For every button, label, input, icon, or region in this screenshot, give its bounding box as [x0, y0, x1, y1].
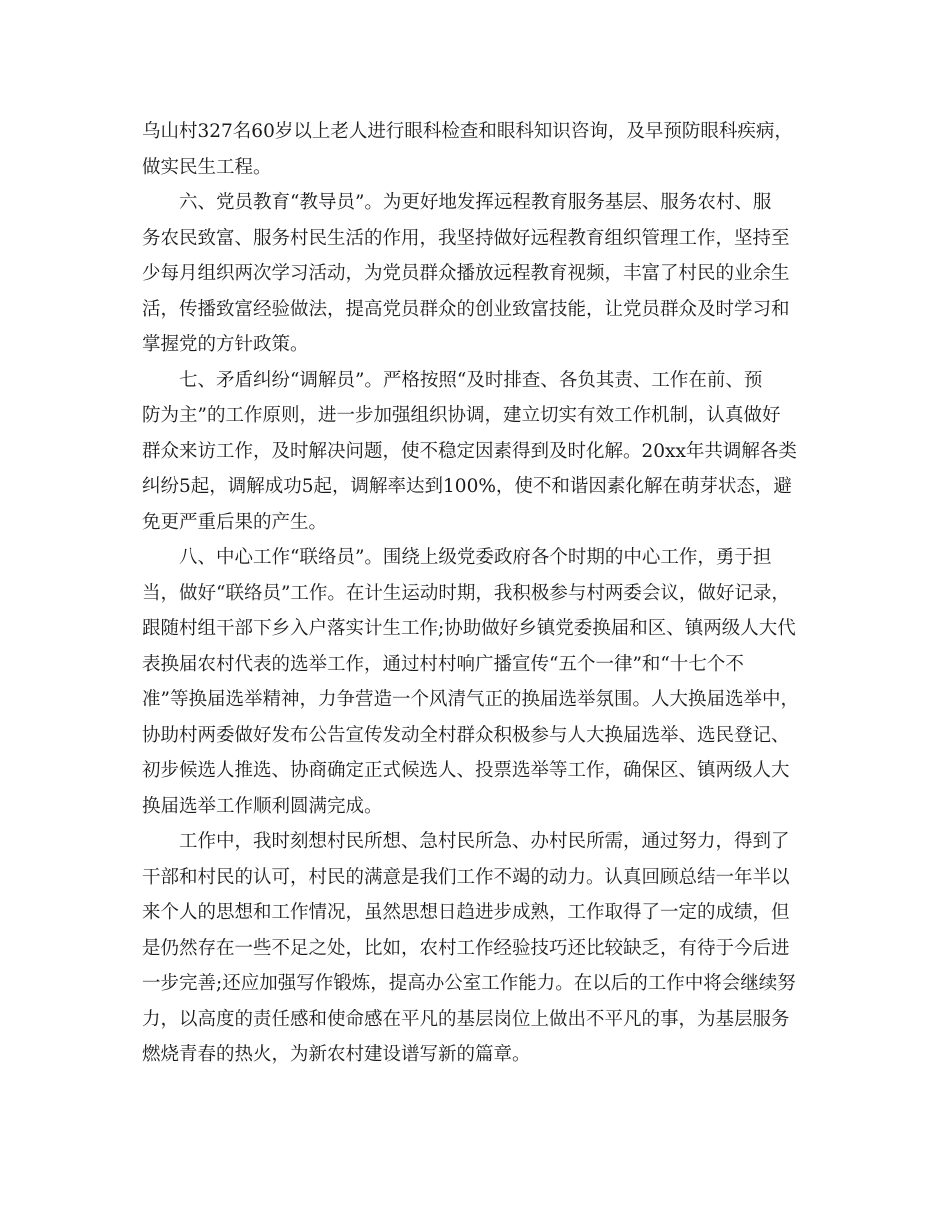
- paragraph-conclusion: 工作中，我时刻想村民所想、急村民所急、办村民所需，通过努力，得到了 干部和村民的认可，村民的满意是我们工作不竭的动力。认真回顾总结一年半以 来个人的思想和工作情况，虽然思想日趋进步成熟，工作取得了一定的成绩，但 是仍然存在一些不足之处，比如，农村工作经验技巧还比较缺乏，有待于今后进 一步完善;还应加强写作锻炼，提高办公室工作能力。在以后的工作中将会继续努 力，以高度的责任感和使命感在平凡的基层岗位上做出不平凡的事，为基层服务 燃烧青春的热火，为新农村建设谱写新的篇章。: [142, 831, 796, 1065]
- paragraph-party-education: 六、党员教育“教导员”。为更好地发挥远程教育服务基层、服务农村、服 务农民致富、服务村民生活的作用，我坚持做好远程教育组织管理工作，坚持至 少每月组织两次学习活动，为党员群众播放远程教育视频，丰富了村民的业余生 活，传播致富经验做法，提高党员群众的创业致富技能，让党员群众及时学习和 掌握党的方针政策。: [142, 192, 790, 355]
- paragraph-dispute-mediation: 七、矛盾纠纷“调解员”。严格按照“及时排查、各负其责、工作在前、预 防为主”的工作原则，进一步加强组织协调，建立切实有效工作机制，认真做好 群众来访工作，及时解决问题，使不稳定因素得到及时化解。20xx年共调解各类 纠纷5起，调解成功5起，调解率达到100%，使不和谐因素化解在萌芽状态，避 免更严重后果的产生。: [142, 369, 797, 533]
- paragraph-continuation: 乌山村327名60岁以上老人进行眼科检查和眼科知识咨询，及早预防眼科疾病， 做实民生工程。: [142, 121, 793, 178]
- document-body: [142, 114, 806, 1073]
- paragraph-central-work: 八、中心工作“联络员”。围绕上级党委政府各个时期的中心工作，勇于担 当，做好“联络员”工作。在计生运动时期，我积极参与村两委会议，做好记录， 跟随村组干部下乡入户落实计生工作;协助做好乡镇党委换届和区、镇两级人大代 表换届农村代表的选举工作，通过村村响广播宣传“五个一律”和“十七个不 准”等换届选举精神，力争营造一个风清气正的换届选举氛围。人大换届选举中， 协助村两委做好发布公告宣传发动全村群众积极参与人大换届选举、选民登记、 初步候选人推选、协商确定正式候选人、投票选举等工作，确保区、镇两级人大 换届选举工作顺利圆满完成。: [142, 547, 799, 817]
